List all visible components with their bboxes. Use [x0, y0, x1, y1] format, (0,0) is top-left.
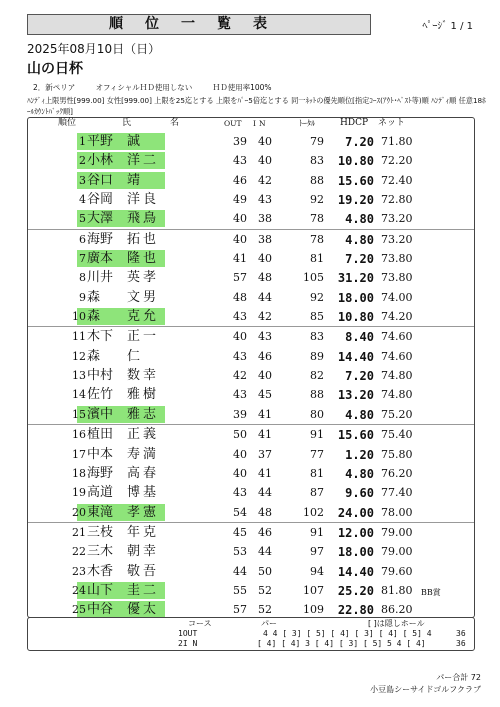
out-score-cell: 40 — [233, 330, 247, 344]
table-row — [28, 132, 474, 151]
total-score-cell: 88 — [310, 173, 324, 187]
hdcp-cell: 4.80 — [345, 407, 374, 422]
family-name-cell: 木下 — [87, 329, 114, 345]
hdcp-cell: 4.80 — [345, 232, 374, 247]
hdcp-cell: 10.80 — [337, 154, 374, 169]
family-name-cell: 小林 — [87, 153, 114, 169]
in-score-cell: 41 — [258, 407, 272, 421]
header-in: IN — [253, 119, 269, 128]
table-row — [28, 171, 474, 190]
family-name-cell: 大澤 — [87, 211, 114, 227]
page-number: ﾍﾟｰｼﾞ 1 / 1 — [422, 21, 473, 32]
in-score-cell: 50 — [258, 564, 272, 578]
out-score-cell: 39 — [233, 135, 247, 148]
hdcp-cell: 19.20 — [337, 193, 374, 208]
rank-cell: 14 — [72, 388, 86, 402]
hdcp-cell: 13.20 — [337, 388, 374, 403]
family-name-cell: 海野 — [87, 465, 114, 481]
hdcp-cell: 15.60 — [337, 428, 374, 443]
table-row — [28, 347, 474, 366]
prize-note-cell: BB賞 — [421, 587, 441, 597]
table-row — [28, 307, 474, 327]
table-row — [28, 385, 474, 404]
table-row — [28, 366, 474, 385]
in-course-total: 36 — [456, 639, 466, 648]
course-label: コース — [188, 619, 212, 628]
out-score-cell: 54 — [233, 505, 247, 519]
out-score-cell: 40 — [233, 466, 247, 480]
rank-cell: 15 — [72, 407, 86, 421]
rank-cell: 9 — [79, 290, 86, 304]
rank-cell: 12 — [72, 349, 86, 363]
in-score-cell: 40 — [258, 135, 272, 148]
out-score-cell: 46 — [233, 173, 247, 187]
out-score-cell: 43 — [233, 388, 247, 402]
total-score-cell: 82 — [310, 369, 324, 383]
family-name-cell: 山下 — [87, 582, 114, 598]
net-score-cell: 79.60 — [381, 564, 413, 578]
rank-cell: 3 — [79, 173, 86, 187]
rank-cell: 20 — [72, 505, 86, 519]
total-score-cell: 80 — [310, 407, 324, 421]
hdcp-cell: 18.00 — [337, 545, 374, 560]
hdcp-cell: 4.80 — [345, 212, 374, 227]
given-name-cell: 誠 — [127, 134, 144, 149]
out-course-pars: 4 4 [ 3] [ 5] [ 4] [ 3] [ 4] [ 5] 4 — [263, 629, 432, 638]
net-score-cell: 72.20 — [381, 154, 413, 168]
in-score-cell: 48 — [258, 271, 272, 285]
given-name-cell: 靖 — [127, 172, 144, 188]
header-name-b: 名 — [170, 118, 180, 128]
hdcp-cell: 7.20 — [345, 369, 374, 384]
table-body — [28, 132, 474, 620]
in-score-cell: 40 — [258, 154, 272, 168]
club-name: 小豆島シーサイドゴルフクラブ — [370, 685, 481, 694]
in-score-cell: 52 — [258, 603, 272, 617]
total-score-cell: 79 — [310, 135, 324, 148]
rank-cell: 17 — [72, 447, 86, 461]
hdcp-cell: 7.20 — [345, 135, 374, 149]
hdcp-cell: 15.60 — [337, 173, 374, 188]
given-name-cell: 数幸 — [127, 368, 160, 384]
table-row — [28, 288, 474, 307]
total-score-cell: 88 — [310, 388, 324, 402]
rank-cell: 23 — [72, 564, 86, 578]
net-score-cell: 71.80 — [381, 135, 413, 148]
in-score-cell: 43 — [258, 193, 272, 207]
given-name-cell: 孝憲 — [127, 504, 160, 520]
total-score-cell: 81 — [310, 252, 324, 266]
in-score-cell: 40 — [258, 369, 272, 383]
family-name-cell: 平野 — [87, 134, 114, 149]
given-name-cell: 英孝 — [127, 270, 160, 286]
par-label: パー — [261, 619, 277, 628]
hdcp-cell: 4.80 — [345, 466, 374, 481]
family-name-cell: 木香 — [87, 563, 114, 579]
given-name-cell: 年克 — [127, 524, 160, 540]
rank-cell: 16 — [72, 428, 86, 442]
hd-rate-text: ＨＤ使用率100% — [212, 83, 272, 92]
hidden-hole-note: [ ]は隠しホール — [368, 619, 425, 628]
total-score-cell: 102 — [303, 505, 324, 519]
rank-cell: 25 — [72, 603, 86, 617]
header-total: ﾄｰﾀﾙ — [299, 119, 315, 128]
out-score-cell: 49 — [233, 193, 247, 207]
total-score-cell: 105 — [303, 271, 324, 285]
in-course-name: 2I N — [178, 639, 198, 648]
rank-cell: 1 — [79, 135, 86, 148]
in-course-pars: [ 4] [ 4] 3 [ 4] [ 3] [ 5] 5 4 [ 4] — [257, 639, 426, 648]
ranking-table — [27, 117, 475, 618]
in-score-cell: 52 — [258, 583, 272, 597]
out-score-cell: 40 — [233, 232, 247, 246]
family-name-cell: 中谷 — [87, 602, 114, 618]
out-score-cell: 43 — [233, 486, 247, 500]
family-name-cell: 森 — [87, 289, 101, 305]
handicap-conditions: ﾊﾝﾃﾞｨ上限男性[999.00] 女性[999.00] 上限を25迄とする 上限をﾊﾟｰ5倍迄とする 同一ﾈｯﾄの優先順位[指定ｺｰｽ(ｱｳﾄ･ﾍﾞｽﾄ等)順 ﾊﾝﾃﾞｨ順 任意18ﾎｰﾙｶｳﾝﾄﾊﾞｯｸ順] — [27, 96, 486, 116]
in-score-cell: 40 — [258, 252, 272, 266]
family-name-cell: 海野 — [87, 231, 114, 247]
table-row — [28, 151, 474, 170]
out-course-name: 1OUT — [178, 629, 198, 638]
in-score-cell: 41 — [258, 428, 272, 442]
table-row — [28, 562, 474, 581]
given-name-cell: 克允 — [127, 309, 160, 325]
tournament-name: 山の日杯 — [27, 61, 83, 77]
total-score-cell: 78 — [310, 212, 324, 226]
out-score-cell: 40 — [233, 212, 247, 226]
header-name-a: 氏 — [122, 118, 132, 128]
family-name-cell: 三枝 — [87, 524, 114, 540]
table-row — [28, 209, 474, 229]
out-score-cell: 57 — [233, 271, 247, 285]
family-name-cell: 森 — [87, 309, 101, 325]
table-row — [28, 542, 474, 561]
hdcp-cell: 10.80 — [337, 310, 374, 325]
out-course-total: 36 — [456, 629, 466, 638]
family-name-cell: 濱中 — [87, 406, 114, 422]
net-score-cell: 73.80 — [381, 271, 413, 285]
rank-cell: 2 — [79, 154, 86, 168]
out-score-cell: 48 — [233, 290, 247, 304]
rank-cell: 21 — [72, 525, 86, 539]
given-name-cell: 飛鳥 — [127, 211, 160, 227]
net-score-cell: 74.80 — [381, 388, 413, 402]
out-score-cell: 43 — [233, 349, 247, 363]
rank-cell: 19 — [72, 486, 86, 500]
given-name-cell: 洋良 — [127, 192, 160, 208]
rank-cell: 24 — [72, 583, 86, 597]
header-out: OUT — [224, 119, 242, 128]
net-score-cell: 75.40 — [381, 428, 413, 442]
table-header — [28, 118, 474, 129]
net-score-cell: 75.80 — [381, 447, 413, 461]
event-date: 2025年08月10日（日） — [27, 42, 161, 56]
total-score-cell: 85 — [310, 310, 324, 324]
out-score-cell: 44 — [233, 564, 247, 578]
table-row — [28, 249, 474, 268]
net-score-cell: 72.40 — [381, 173, 413, 187]
rank-cell: 4 — [79, 193, 86, 207]
in-score-cell: 44 — [258, 545, 272, 559]
total-score-cell: 87 — [310, 486, 324, 500]
in-score-cell: 44 — [258, 486, 272, 500]
net-score-cell: 79.00 — [381, 545, 413, 559]
table-row — [28, 230, 474, 249]
table-row — [28, 190, 474, 209]
given-name-cell: 拓也 — [127, 231, 160, 247]
rank-cell: 8 — [79, 271, 86, 285]
given-name-cell: 博基 — [127, 485, 160, 501]
in-score-cell: 44 — [258, 290, 272, 304]
net-score-cell: 72.80 — [381, 193, 413, 207]
net-score-cell: 77.40 — [381, 486, 413, 500]
hdcp-cell: 31.20 — [337, 271, 374, 286]
family-name-cell: 谷岡 — [87, 192, 114, 208]
out-score-cell: 42 — [233, 369, 247, 383]
given-name-cell: 雅樹 — [127, 387, 160, 403]
rank-cell: 13 — [72, 369, 86, 383]
rank-cell: 11 — [72, 330, 86, 344]
out-score-cell: 43 — [233, 154, 247, 168]
out-score-cell: 40 — [233, 447, 247, 461]
scoring-method-line — [33, 82, 290, 93]
out-score-cell: 41 — [233, 252, 247, 266]
out-score-cell: 55 — [233, 583, 247, 597]
hdcp-cell: 7.20 — [345, 252, 374, 267]
total-score-cell: 77 — [310, 447, 324, 461]
net-score-cell: 74.80 — [381, 369, 413, 383]
total-score-cell: 91 — [310, 428, 324, 442]
official-hd-text: オフィシャルＨＤ使用しない — [95, 83, 193, 92]
rank-cell: 18 — [72, 466, 86, 480]
table-row — [28, 268, 474, 287]
table-row — [28, 327, 474, 346]
out-score-cell: 50 — [233, 428, 247, 442]
hdcp-cell: 18.00 — [337, 290, 374, 305]
family-name-cell: 佐竹 — [87, 387, 114, 403]
given-name-cell: 文男 — [127, 289, 160, 305]
net-score-cell: 81.80 — [381, 583, 413, 597]
hdcp-cell: 14.40 — [337, 349, 374, 364]
report-title: 順位一覧表 — [27, 14, 371, 35]
in-score-cell: 37 — [258, 447, 272, 461]
family-name-cell: 三木 — [87, 544, 114, 560]
family-name-cell: 谷口 — [87, 172, 114, 188]
hdcp-cell: 12.00 — [337, 525, 374, 540]
rank-cell: 7 — [79, 252, 86, 266]
family-name-cell: 中村 — [87, 368, 114, 384]
net-score-cell: 73.80 — [381, 252, 413, 266]
given-name-cell: 寿満 — [127, 446, 160, 462]
out-score-cell: 57 — [233, 603, 247, 617]
table-row — [28, 425, 474, 444]
table-row — [28, 503, 474, 523]
in-score-cell: 38 — [258, 212, 272, 226]
in-score-cell: 46 — [258, 525, 272, 539]
rank-cell: 10 — [72, 310, 86, 324]
table-row — [28, 523, 474, 542]
hdcp-cell: 22.80 — [337, 603, 374, 618]
hdcp-cell: 8.40 — [345, 330, 374, 345]
in-score-cell: 38 — [258, 232, 272, 246]
total-score-cell: 83 — [310, 154, 324, 168]
total-score-cell: 97 — [310, 545, 324, 559]
rank-cell: 22 — [72, 545, 86, 559]
out-score-cell: 53 — [233, 545, 247, 559]
in-score-cell: 48 — [258, 505, 272, 519]
given-name-cell: 高春 — [127, 465, 160, 481]
given-name-cell: 敬吾 — [127, 563, 160, 579]
par-total: パー合計 72 — [436, 673, 481, 682]
total-score-cell: 107 — [303, 583, 324, 597]
method-text: 2．新ペリア — [33, 83, 76, 92]
net-score-cell: 75.20 — [381, 407, 413, 421]
given-name-cell: 洋二 — [127, 153, 160, 169]
course-par-box — [27, 617, 475, 651]
given-name-cell: 仁 — [127, 348, 144, 364]
total-score-cell: 89 — [310, 349, 324, 363]
report-header — [27, 14, 473, 34]
given-name-cell: 正義 — [127, 427, 160, 443]
in-score-cell: 45 — [258, 388, 272, 402]
total-score-cell: 94 — [310, 564, 324, 578]
total-score-cell: 78 — [310, 232, 324, 246]
net-score-cell: 76.20 — [381, 466, 413, 480]
net-score-cell: 74.20 — [381, 310, 413, 324]
total-score-cell: 92 — [310, 290, 324, 304]
family-name-cell: 植田 — [87, 427, 114, 443]
header-rank: 順位 — [58, 118, 77, 128]
hdcp-cell: 14.40 — [337, 564, 374, 579]
in-score-cell: 41 — [258, 466, 272, 480]
rank-cell: 6 — [79, 232, 86, 246]
family-name-cell: 廣本 — [87, 251, 114, 267]
family-name-cell: 森 — [87, 348, 101, 364]
out-score-cell: 39 — [233, 407, 247, 421]
in-score-cell: 43 — [258, 330, 272, 344]
in-score-cell: 42 — [258, 173, 272, 187]
given-name-cell: 優太 — [127, 602, 160, 618]
given-name-cell: 朝幸 — [127, 544, 160, 560]
net-score-cell: 74.60 — [381, 330, 413, 344]
out-score-cell: 45 — [233, 525, 247, 539]
net-score-cell: 86.20 — [381, 603, 413, 617]
total-score-cell: 83 — [310, 330, 324, 344]
family-name-cell: 東滝 — [87, 504, 114, 520]
in-score-cell: 46 — [258, 349, 272, 363]
table-row — [28, 483, 474, 502]
family-name-cell: 高道 — [87, 485, 114, 501]
total-score-cell: 92 — [310, 193, 324, 207]
given-name-cell: 雅志 — [127, 406, 160, 422]
rank-cell: 5 — [79, 212, 86, 226]
net-score-cell: 73.20 — [381, 232, 413, 246]
net-score-cell: 74.60 — [381, 349, 413, 363]
net-score-cell: 74.00 — [381, 290, 413, 304]
net-score-cell: 78.00 — [381, 505, 413, 519]
net-score-cell: 79.00 — [381, 525, 413, 539]
table-row — [28, 445, 474, 464]
in-score-cell: 42 — [258, 310, 272, 324]
table-row — [28, 405, 474, 425]
hdcp-cell: 25.20 — [337, 583, 374, 598]
hdcp-cell: 24.00 — [337, 505, 374, 520]
given-name-cell: 正一 — [127, 329, 160, 345]
given-name-cell: 圭二 — [127, 582, 160, 598]
total-score-cell: 109 — [303, 603, 324, 617]
hdcp-cell: 9.60 — [345, 486, 374, 501]
total-score-cell: 81 — [310, 466, 324, 480]
table-row — [28, 464, 474, 483]
total-score-cell: 91 — [310, 525, 324, 539]
out-score-cell: 43 — [233, 310, 247, 324]
net-score-cell: 73.20 — [381, 212, 413, 226]
family-name-cell: 中本 — [87, 446, 114, 462]
header-net: ネット — [378, 118, 406, 128]
given-name-cell: 隆也 — [127, 251, 160, 267]
hdcp-cell: 1.20 — [345, 447, 374, 462]
table-row — [28, 581, 474, 600]
header-hdcp: HDCP — [340, 118, 369, 128]
family-name-cell: 川井 — [87, 270, 114, 286]
